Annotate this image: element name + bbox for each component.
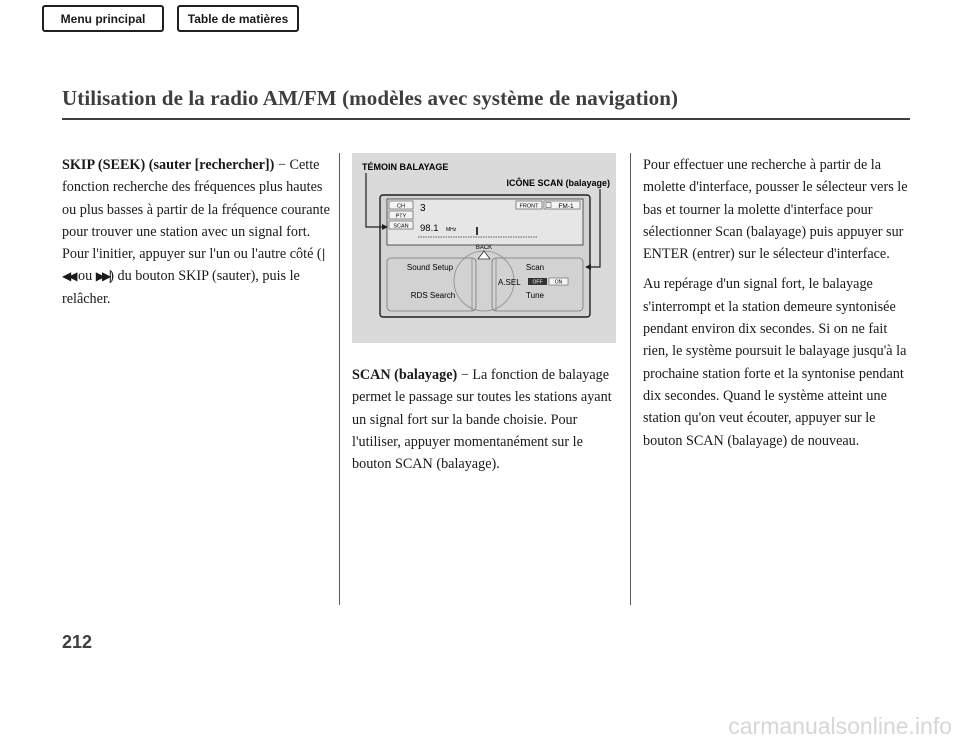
skip-text-1: Cette fonction recherche des fréquences plus hautes ou plus basses à partir de la fréquence courante pour trouver une station avec un signal fort. Pour l'initier, appuyer sur l'un ou l'autre côté ( [62,157,330,263]
tuning-marker [476,227,478,235]
band-label: FM-1 [558,202,574,210]
scan-behavior-paragraph: Au repérage d'un signal fort, le balayage s'interrompt et la station demeure syntonisée pendant environ dix secondes. Si on ne fait rien, le système poursuit le balayage jusqu'à la prochaine station forte et la syntonise pendant dix secondes. Quand le système atteint une station qu'on veut écouter, appuyer sur le bouton SCAN (balayage) de nouveau. [643,276,907,449]
scan-button-label: SCAN [393,223,409,230]
off-label: OFF [532,279,543,286]
asel-label: A.SEL [498,278,521,287]
table-of-contents-button[interactable]: Table de matières [177,5,299,32]
frequency-unit: MHz [446,227,457,233]
on-label: ON [554,279,563,286]
skip-forward-icon: ▶▶| [95,269,110,284]
skip-or: ou [78,268,93,285]
back-label: BACK [475,245,493,251]
skip-dash: − [277,157,286,173]
scan-text: La fonction de balayage permet le passage sur toutes les stations ayant un signal fort sur la bande choisie. Pour l'utiliser, appuyer momentanément sur le bouton SCAN (balayage). [352,367,612,473]
page-title: Utilisation de la radio AM/FM (modèles avec système de navigation) [62,86,679,110]
page-number: 212 [62,632,93,652]
radio-display-diagram [352,153,616,343]
scan-icon-label: ICÔNE SCAN (balayage) [506,178,610,188]
right-column [643,154,911,460]
sound-setup-label: Sound Setup [406,263,454,272]
scan-heading: SCAN (balayage) [352,367,458,383]
watermark: carmanualsonline.info [728,713,952,739]
scan-menu-label: Scan [525,263,545,272]
main-menu-button[interactable]: Menu principal [42,5,164,32]
title-divider [62,118,910,120]
scan-dial-paragraph: Pour effectuer une recherche à partir de la molette d'interface, pousser le sélecteur vers le bas et tourner la molette d'interface pour sélectionner Scan (balayage) puis appuyer sur ENTER (entrer) sur le sélecteur d'interface. [643,157,908,263]
skip-text-2: ) du bouton SKIP (sauter), puis le relâcher. [62,268,300,307]
scan-indicator-label: TÉMOIN BALAYAGE [362,162,449,172]
tune-label: Tune [526,291,544,300]
column-divider-left [339,153,340,605]
preset-number: 3 [420,203,426,214]
pty-button-label: PTY [395,213,407,220]
frequency-value: 98.1 [420,223,439,234]
scan-section [352,364,620,483]
skip-section [62,154,332,318]
column-divider-right [630,153,631,605]
front-label: FRONT [519,203,539,210]
rds-search-label: RDS Search [410,291,456,300]
skip-heading: SKIP (SEEK) (sauter [rechercher]) [62,157,275,173]
scan-dash: − [460,367,469,383]
ch-button-label: CH [397,203,405,210]
skip-back-icon: |◀◀ [62,247,323,284]
